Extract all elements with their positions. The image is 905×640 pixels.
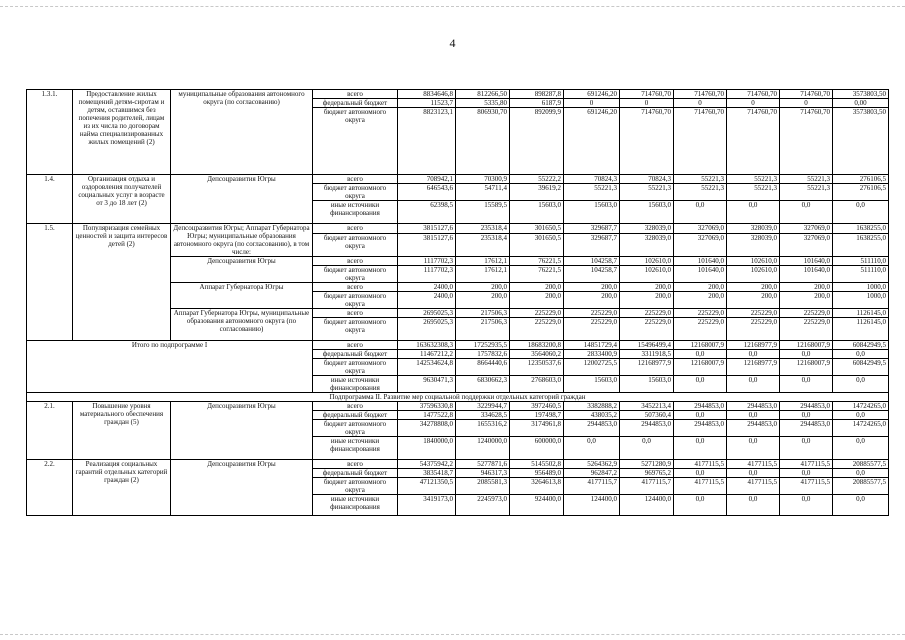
table-cell: 3564060,2 bbox=[510, 350, 564, 359]
table-cell: 6830662,3 bbox=[456, 376, 510, 393]
table-cell: 714760,70 bbox=[727, 90, 780, 99]
table-cell: 225229,0 bbox=[620, 309, 674, 318]
table-cell: 3419173,0 bbox=[398, 495, 456, 516]
table-cell: 70300,9 bbox=[456, 175, 510, 184]
table-cell: 1655316,2 bbox=[456, 420, 510, 437]
table-cell: 1638255,0 bbox=[833, 234, 889, 257]
table-cell: 2.1. bbox=[27, 402, 73, 460]
table-cell: 4177115,7 bbox=[620, 478, 674, 495]
table-cell: 0 bbox=[727, 99, 780, 108]
table-cell: 276106,5 bbox=[833, 184, 889, 201]
table-cell: 3229944,7 bbox=[456, 402, 510, 411]
table-cell: 15603,0 bbox=[620, 201, 674, 224]
table-cell: бюджет автономного округа bbox=[313, 420, 398, 437]
table-cell: 956489,0 bbox=[510, 469, 564, 478]
table-cell: 102610,0 bbox=[727, 257, 780, 266]
table-cell: всего bbox=[313, 283, 398, 292]
table-cell: 6187,9 bbox=[510, 99, 564, 108]
table-cell: 0,0 bbox=[833, 411, 889, 420]
table-cell: 2695025,3 bbox=[398, 309, 456, 318]
table-cell: иные источники финансирования bbox=[313, 495, 398, 516]
table-cell: 1126145,0 bbox=[833, 318, 889, 341]
table-cell: бюджет автономного округа bbox=[313, 318, 398, 341]
table-cell: 0 bbox=[780, 99, 833, 108]
table-cell: 18683200,8 bbox=[510, 341, 564, 350]
table-cell: 3573803,50 bbox=[833, 108, 889, 175]
table-cell: 0,0 bbox=[564, 437, 620, 460]
table-cell: 101640,0 bbox=[780, 257, 833, 266]
table-cell: 12168007,9 bbox=[674, 341, 727, 350]
table-cell: 200,0 bbox=[727, 283, 780, 292]
table-cell: 812266,50 bbox=[456, 90, 510, 99]
table-cell: 70824,3 bbox=[564, 175, 620, 184]
table-cell: 34278808,0 bbox=[398, 420, 456, 437]
table-cell: 200,0 bbox=[620, 292, 674, 309]
table-cell: 892099,9 bbox=[510, 108, 564, 175]
table-cell: 17252935,5 bbox=[456, 341, 510, 350]
table-cell: 2695025,3 bbox=[398, 318, 456, 341]
table-cell: 327069,0 bbox=[674, 224, 727, 234]
table-cell: 12002725,5 bbox=[564, 359, 620, 376]
table-cell: 2944853,0 bbox=[674, 402, 727, 411]
table-cell: 329687,7 bbox=[564, 234, 620, 257]
table-cell: 15603,0 bbox=[620, 376, 674, 393]
table-cell: 2944853,0 bbox=[674, 420, 727, 437]
table-cell: 225229,0 bbox=[780, 309, 833, 318]
table-cell: 14851729,4 bbox=[564, 341, 620, 350]
table-cell: 0,0 bbox=[727, 469, 780, 478]
table-cell: 327069,0 bbox=[780, 224, 833, 234]
table-cell: Депсоцразвития Югры bbox=[171, 257, 313, 283]
table-cell: 197498,7 bbox=[510, 411, 564, 420]
table-cell: 225229,0 bbox=[564, 318, 620, 341]
table-cell: 0,0 bbox=[674, 469, 727, 478]
table-cell: 11523,7 bbox=[398, 99, 456, 108]
table-cell: 3174961,8 bbox=[510, 420, 564, 437]
table-cell: 8823123,1 bbox=[398, 108, 456, 175]
table-cell: 1638255,0 bbox=[833, 224, 889, 234]
table-cell: 20885577,5 bbox=[833, 460, 889, 469]
table-cell: 12168007,9 bbox=[674, 359, 727, 376]
table-cell: 3972460,5 bbox=[510, 402, 564, 411]
table-cell: 225229,0 bbox=[727, 309, 780, 318]
table-cell: федеральный бюджет bbox=[313, 350, 398, 359]
table-row bbox=[27, 402, 889, 411]
table-cell: 101640,0 bbox=[780, 266, 833, 283]
table-cell: 55221,3 bbox=[674, 184, 727, 201]
table-cell: 14724265,0 bbox=[833, 420, 889, 437]
table-cell: 101640,0 bbox=[674, 266, 727, 283]
table-cell: 0,0 bbox=[833, 495, 889, 516]
table-cell: 217506,3 bbox=[456, 318, 510, 341]
table-cell: 2400,0 bbox=[398, 283, 456, 292]
table-cell: 225229,0 bbox=[620, 318, 674, 341]
table-cell: федеральный бюджет bbox=[313, 411, 398, 420]
table-cell: 0 bbox=[674, 99, 727, 108]
table-cell: 946317,3 bbox=[456, 469, 510, 478]
table-cell: 55221,3 bbox=[727, 184, 780, 201]
table-cell: 0,0 bbox=[780, 411, 833, 420]
table-cell: 1126145,0 bbox=[833, 309, 889, 318]
table-row bbox=[27, 224, 889, 234]
table-cell: 327069,0 bbox=[780, 234, 833, 257]
table-cell: Повышение уровня материального обеспечения граждан (5) bbox=[73, 402, 171, 460]
table-cell: 15589,5 bbox=[456, 201, 510, 224]
table-cell: 76221,5 bbox=[510, 257, 564, 266]
table-cell: 102610,0 bbox=[620, 257, 674, 266]
table-cell: 12168977,9 bbox=[727, 359, 780, 376]
table-cell: Итого по подпрограмме I bbox=[27, 341, 313, 393]
table-cell: 200,0 bbox=[620, 283, 674, 292]
table-cell: 200,0 bbox=[456, 292, 510, 309]
budget-table-body bbox=[27, 90, 889, 516]
table-cell: 200,0 bbox=[780, 292, 833, 309]
table-cell: 646543,6 bbox=[398, 184, 456, 201]
table-cell: 328039,0 bbox=[620, 224, 674, 234]
table-cell: 969765,2 bbox=[620, 469, 674, 478]
table-cell: 714760,70 bbox=[674, 90, 727, 99]
table-cell: 2944853,0 bbox=[564, 420, 620, 437]
table-cell: 328039,0 bbox=[620, 234, 674, 257]
table-cell: 276106,5 bbox=[833, 175, 889, 184]
table-cell: 0,0 bbox=[833, 350, 889, 359]
table-cell: 17612,1 bbox=[456, 266, 510, 283]
table-cell: 1117702,3 bbox=[398, 257, 456, 266]
table-cell: 438035,2 bbox=[564, 411, 620, 420]
table-cell: 301650,5 bbox=[510, 234, 564, 257]
table-cell: 12168007,9 bbox=[780, 359, 833, 376]
table-cell: 3815127,6 bbox=[398, 234, 456, 257]
table-cell: 55222,2 bbox=[510, 175, 564, 184]
table-cell: 200,0 bbox=[780, 283, 833, 292]
table-cell: 1240000,0 bbox=[456, 437, 510, 460]
table-cell: всего bbox=[313, 460, 398, 469]
table-cell: 17612,1 bbox=[456, 257, 510, 266]
table-cell: 0,0 bbox=[727, 376, 780, 393]
table-cell: 962847,2 bbox=[564, 469, 620, 478]
table-cell: 600000,0 bbox=[510, 437, 564, 460]
table-cell: 3573803,50 bbox=[833, 90, 889, 99]
table-cell: 5277871,6 bbox=[456, 460, 510, 469]
table-cell: 301650,5 bbox=[510, 224, 564, 234]
table-cell: 12168977,9 bbox=[620, 359, 674, 376]
table-cell: 2944853,0 bbox=[727, 402, 780, 411]
table-row bbox=[27, 175, 889, 184]
table-cell: 0,0 bbox=[833, 201, 889, 224]
table-cell: 9630471,3 bbox=[398, 376, 456, 393]
table-cell: 806930,70 bbox=[456, 108, 510, 175]
table-cell: 200,0 bbox=[510, 283, 564, 292]
table-cell: 60842949,5 bbox=[833, 359, 889, 376]
table-cell: 1757832,6 bbox=[456, 350, 510, 359]
table-cell: 235318,4 bbox=[456, 234, 510, 257]
table-cell: 200,0 bbox=[564, 283, 620, 292]
table-cell: 2768603,0 bbox=[510, 376, 564, 393]
table-cell: всего bbox=[313, 175, 398, 184]
table-cell: бюджет автономного округа bbox=[313, 292, 398, 309]
table-cell: Аппарат Губернатора Югры, муниципальные образования автономного округа (по согласованию) bbox=[171, 309, 313, 341]
table-cell: 8664440,6 bbox=[456, 359, 510, 376]
table-cell: 225229,0 bbox=[564, 309, 620, 318]
table-cell: федеральный бюджет bbox=[313, 99, 398, 108]
table-cell: 200,0 bbox=[674, 283, 727, 292]
table-cell: 4177115,5 bbox=[674, 460, 727, 469]
table-cell: 714760,70 bbox=[727, 108, 780, 175]
table-cell: 39619,2 bbox=[510, 184, 564, 201]
table-cell: 55221,3 bbox=[564, 184, 620, 201]
table-cell: 0,0 bbox=[674, 495, 727, 516]
table-cell: 200,0 bbox=[727, 292, 780, 309]
table-cell: 0,0 bbox=[727, 495, 780, 516]
table-cell: Депсоцразвития Югры bbox=[171, 460, 313, 516]
table-cell: 714760,70 bbox=[620, 90, 674, 99]
table-cell: 200,0 bbox=[564, 292, 620, 309]
table-cell: 3835418,7 bbox=[398, 469, 456, 478]
table-cell: 1117702,3 bbox=[398, 266, 456, 283]
table-cell: 328039,0 bbox=[727, 224, 780, 234]
table-cell: всего bbox=[313, 224, 398, 234]
table-cell: 0,0 bbox=[727, 201, 780, 224]
table-cell: 0,0 bbox=[780, 469, 833, 478]
table-cell: 1000,0 bbox=[833, 283, 889, 292]
table-cell: 5271280,9 bbox=[620, 460, 674, 469]
table-cell: 102610,0 bbox=[620, 266, 674, 283]
table-cell: 54375942,2 bbox=[398, 460, 456, 469]
table-cell: 15603,0 bbox=[564, 376, 620, 393]
table-cell: 0,0 bbox=[674, 201, 727, 224]
table-cell: 225229,0 bbox=[780, 318, 833, 341]
table-cell: 691246,20 bbox=[564, 108, 620, 175]
table-cell: 328039,0 bbox=[727, 234, 780, 257]
table-cell: 0,0 bbox=[727, 437, 780, 460]
table-cell: 225229,0 bbox=[674, 309, 727, 318]
table-cell: 1000,0 bbox=[833, 292, 889, 309]
table-cell: 0,0 bbox=[727, 411, 780, 420]
table-cell: федеральный бюджет bbox=[313, 469, 398, 478]
table-cell: 76221,5 bbox=[510, 266, 564, 283]
table-cell: 2944853,0 bbox=[780, 420, 833, 437]
table-cell: 124400,0 bbox=[620, 495, 674, 516]
table-cell: 0,0 bbox=[833, 376, 889, 393]
table-cell: 507360,4 bbox=[620, 411, 674, 420]
table-cell: 102610,0 bbox=[727, 266, 780, 283]
table-cell: 4177115,5 bbox=[674, 478, 727, 495]
table-cell: 225229,0 bbox=[727, 318, 780, 341]
table-cell: Предоставление жилых помещений детям-сиротам и детям, оставшимся без попечения родителей, лицам из их числа по договорам найма специализированных жилых помещений (2) bbox=[73, 90, 171, 175]
table-row bbox=[27, 90, 889, 99]
table-cell: 0 bbox=[564, 99, 620, 108]
table-cell: 55221,3 bbox=[727, 175, 780, 184]
table-cell: 55221,3 bbox=[780, 175, 833, 184]
table-cell: 0,0 bbox=[780, 495, 833, 516]
page-number: 4 bbox=[449, 36, 456, 50]
table-cell: всего bbox=[313, 257, 398, 266]
table-cell: 2944853,0 bbox=[780, 402, 833, 411]
table-cell: иные источники финансирования bbox=[313, 201, 398, 224]
table-cell: 334628,5 bbox=[456, 411, 510, 420]
table-cell: 225229,0 bbox=[510, 318, 564, 341]
table-row bbox=[27, 393, 889, 402]
table-cell: бюджет автономного округа bbox=[313, 478, 398, 495]
table-cell: 329687,7 bbox=[564, 224, 620, 234]
table-cell: бюджет автономного округа bbox=[313, 266, 398, 283]
table-cell: 104258,7 bbox=[564, 266, 620, 283]
table-cell: 225229,0 bbox=[510, 309, 564, 318]
table-cell: 55221,3 bbox=[674, 175, 727, 184]
table-row bbox=[27, 341, 889, 350]
table-cell: 4177115,5 bbox=[780, 478, 833, 495]
table-cell: Депсоцразвития Югры bbox=[171, 402, 313, 460]
table-cell: Депсоцразвития Югры; Аппарат Губернатора Югры; муниципальные образования автономного округа (по согласованию), в том числе: bbox=[171, 224, 313, 257]
table-cell: 3452213,4 bbox=[620, 402, 674, 411]
table-cell: 12350537,6 bbox=[510, 359, 564, 376]
table-cell: 124400,0 bbox=[564, 495, 620, 516]
table-cell: 2400,0 bbox=[398, 292, 456, 309]
table-cell: 2944853,0 bbox=[620, 420, 674, 437]
table-cell: 200,0 bbox=[510, 292, 564, 309]
table-cell: 20885577,5 bbox=[833, 478, 889, 495]
table-cell: иные источники финансирования bbox=[313, 376, 398, 393]
table-cell: 15603,0 bbox=[564, 201, 620, 224]
table-cell: 0,0 bbox=[833, 469, 889, 478]
table-cell: 217506,3 bbox=[456, 309, 510, 318]
table-cell: 37596330,8 bbox=[398, 402, 456, 411]
table-cell: всего bbox=[313, 90, 398, 99]
table-cell: 11467212,2 bbox=[398, 350, 456, 359]
table-cell: 70824,3 bbox=[620, 175, 674, 184]
table-cell: всего bbox=[313, 341, 398, 350]
table-cell: 60842949,5 bbox=[833, 341, 889, 350]
table-cell: 714760,70 bbox=[780, 108, 833, 175]
table-cell: всего bbox=[313, 309, 398, 318]
table-cell: 5145502,8 bbox=[510, 460, 564, 469]
table-cell: 0,0 bbox=[674, 376, 727, 393]
table-cell: 101640,0 bbox=[674, 257, 727, 266]
table-cell: 1477522,8 bbox=[398, 411, 456, 420]
table-cell: 8834646,8 bbox=[398, 90, 456, 99]
table-cell: 0 bbox=[620, 99, 674, 108]
table-cell: 0,0 bbox=[780, 437, 833, 460]
budget-table bbox=[26, 89, 889, 516]
table-cell: 2245973,0 bbox=[456, 495, 510, 516]
table-cell: Реализация социальных гарантий отдельных категорий граждан (2) bbox=[73, 460, 171, 516]
table-cell: 0,0 bbox=[674, 350, 727, 359]
table-cell: 163632308,3 bbox=[398, 341, 456, 350]
table-cell: 2085581,3 bbox=[456, 478, 510, 495]
table-cell: 0,0 bbox=[727, 350, 780, 359]
table-cell: 0,0 bbox=[620, 437, 674, 460]
table-cell: 142534624,8 bbox=[398, 359, 456, 376]
table-cell: 2.2. bbox=[27, 460, 73, 516]
table-cell: 235318,4 bbox=[456, 224, 510, 234]
table-cell: 5264362,9 bbox=[564, 460, 620, 469]
table-cell: бюджет автономного округа bbox=[313, 108, 398, 175]
table-cell: 511110,0 bbox=[833, 257, 889, 266]
table-cell: 4177115,5 bbox=[780, 460, 833, 469]
table-cell: 62398,5 bbox=[398, 201, 456, 224]
table-cell: 714760,70 bbox=[780, 90, 833, 99]
table-cell: 691246,20 bbox=[564, 90, 620, 99]
table-cell: 3264613,8 bbox=[510, 478, 564, 495]
table-cell: 12168977,9 bbox=[727, 341, 780, 350]
table-cell: 104258,7 bbox=[564, 257, 620, 266]
scan-edge-bottom bbox=[0, 634, 905, 635]
table-cell: Популяризация семейных ценностей и защита интересов детей (2) bbox=[73, 224, 171, 341]
table-cell: 200,0 bbox=[456, 283, 510, 292]
table-cell: 2944853,0 bbox=[727, 420, 780, 437]
table-cell: 1.3.1. bbox=[27, 90, 73, 175]
table-cell: 4177115,5 bbox=[727, 460, 780, 469]
table-cell: 327069,0 bbox=[674, 234, 727, 257]
table-cell: 0,0 bbox=[780, 376, 833, 393]
table-cell: 1.5. bbox=[27, 224, 73, 341]
table-cell: 55221,3 bbox=[780, 184, 833, 201]
table-cell: 200,0 bbox=[674, 292, 727, 309]
table-cell: Аппарат Губернатора Югры bbox=[171, 283, 313, 309]
scan-edge-top bbox=[0, 6, 905, 7]
table-cell: 47121350,5 bbox=[398, 478, 456, 495]
table-cell: 0,0 bbox=[780, 201, 833, 224]
table-cell: 3311918,5 bbox=[620, 350, 674, 359]
table-cell: 0,0 bbox=[780, 350, 833, 359]
table-cell: 1.4. bbox=[27, 175, 73, 224]
table-cell: иные источники финансирования bbox=[313, 437, 398, 460]
table-cell: 0,0 bbox=[674, 437, 727, 460]
table-cell: 0,0 bbox=[833, 437, 889, 460]
table-cell: 55221,3 bbox=[620, 184, 674, 201]
table-cell: 2833400,9 bbox=[564, 350, 620, 359]
table-cell: 714760,70 bbox=[674, 108, 727, 175]
table-cell: 5335,80 bbox=[456, 99, 510, 108]
table-cell: 4177115,7 bbox=[564, 478, 620, 495]
table-cell: бюджет автономного округа bbox=[313, 359, 398, 376]
table-cell: 898287,8 bbox=[510, 90, 564, 99]
table-cell: 14724265,0 bbox=[833, 402, 889, 411]
table-cell: бюджет автономного округа bbox=[313, 184, 398, 201]
table-cell: 15496499,4 bbox=[620, 341, 674, 350]
table-cell: всего bbox=[313, 402, 398, 411]
table-cell: муниципальные образования автономного округа (по согласованию) bbox=[171, 90, 313, 175]
table-cell: 3815127,6 bbox=[398, 224, 456, 234]
table-cell: бюджет автономного округа bbox=[313, 234, 398, 257]
table-cell: Организация отдыха и оздоровления получателей социальных услуг в возрасте от 3 до 18 лет (2) bbox=[73, 175, 171, 224]
table-cell: 15603,0 bbox=[510, 201, 564, 224]
table-cell: 1840000,0 bbox=[398, 437, 456, 460]
table-cell: Депсоцразвития Югры bbox=[171, 175, 313, 224]
table-cell: 225229,0 bbox=[674, 318, 727, 341]
table-cell: 12168007,9 bbox=[780, 341, 833, 350]
table-cell: 54711,4 bbox=[456, 184, 510, 201]
table-cell: 511110,0 bbox=[833, 266, 889, 283]
table-cell: Подпрограмма II. Развитие мер социальной поддержки отдельных категорий граждан bbox=[27, 393, 889, 402]
table-cell: 3382888,2 bbox=[564, 402, 620, 411]
table-cell: 714760,70 bbox=[620, 108, 674, 175]
table-cell: 4177115,5 bbox=[727, 478, 780, 495]
table-row bbox=[27, 460, 889, 469]
table-cell: 924400,0 bbox=[510, 495, 564, 516]
table-cell: 0,00 bbox=[833, 99, 889, 108]
table-cell: 708942,1 bbox=[398, 175, 456, 184]
table-cell: 0,0 bbox=[674, 411, 727, 420]
